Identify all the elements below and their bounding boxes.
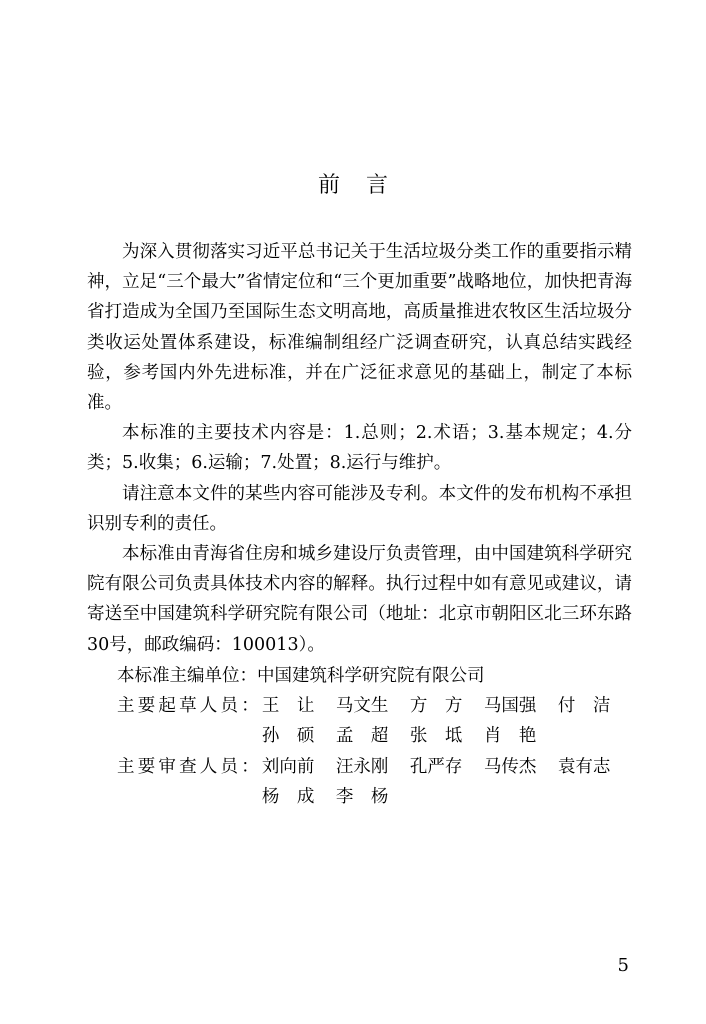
reviewers-label: 主要审查人员： [117,756,262,777]
drafter-name: 张 坻 [409,726,463,747]
drafter-name: 付 洁 [557,696,611,717]
reviewers-row [117,752,637,812]
paragraph: 为深入贯彻落实习近平总书记关于生活垃圾分类工作的重要指示精神，立足“三个最大”省情定位和“三个更加重要”战略地位，加快把青海省打造成为全国乃至国际生态文明高地，高质量推进农牧区生活垃圾分类收运处置体系建设，标准编制组经广泛调查研究，认真总结实践经验，参考国内外先进标准，并在广泛征求意见的基础上，制定了本标准。 [87,242,632,414]
drafters-label: 主要起草人员： [117,696,262,717]
editor-unit-value: 中国建筑科学研究院有限公司 [257,666,485,686]
drafter-name: 方 方 [409,696,463,717]
page-number: 5 [617,955,629,976]
reviewer-name: 汪永刚 [335,756,389,777]
page-title: 前言 [317,173,414,198]
drafters-row [117,691,637,751]
drafter-name: 肖 艳 [483,726,537,747]
paragraph: 本标准的主要技术内容是：1.总则；2.术语；3.基本规定；4.分类；5.收集；6.运输；7.处置；8.运行与维护。 [87,423,632,474]
foreword-body [87,237,632,660]
drafter-name: 马国强 [483,696,537,717]
reviewer-name: 杨 成 [261,786,315,807]
editor-unit-row [117,661,637,691]
credits-block [117,661,637,812]
drafter-name: 孙 硕 [261,726,315,747]
reviewer-name: 孔严存 [409,756,463,777]
reviewer-name: 马传杰 [483,756,537,777]
drafter-name: 马文生 [335,696,389,717]
reviewer-name: 李 杨 [335,786,389,807]
reviewer-name: 刘向前 [261,756,315,777]
reviewer-name: 袁有志 [557,756,611,777]
paragraph: 本标准由青海省住房和城乡建设厅负责管理，由中国建筑科学研究院有限公司负责具体技术内容的解释。执行过程中如有意见或建议，请寄送至中国建筑科学研究院有限公司（地址：北京市朝阳区北三环东路30号，邮政编码：100013）。 [87,544,632,655]
editor-unit-label: 本标准主编单位： [117,666,257,686]
drafters-list [262,691,632,751]
reviewers-list [262,752,632,812]
drafter-name: 王 让 [261,696,315,717]
drafter-name: 孟 超 [335,726,389,747]
paragraph: 请注意本文件的某些内容可能涉及专利。本文件的发布机构不承担识别专利的责任。 [87,483,632,534]
